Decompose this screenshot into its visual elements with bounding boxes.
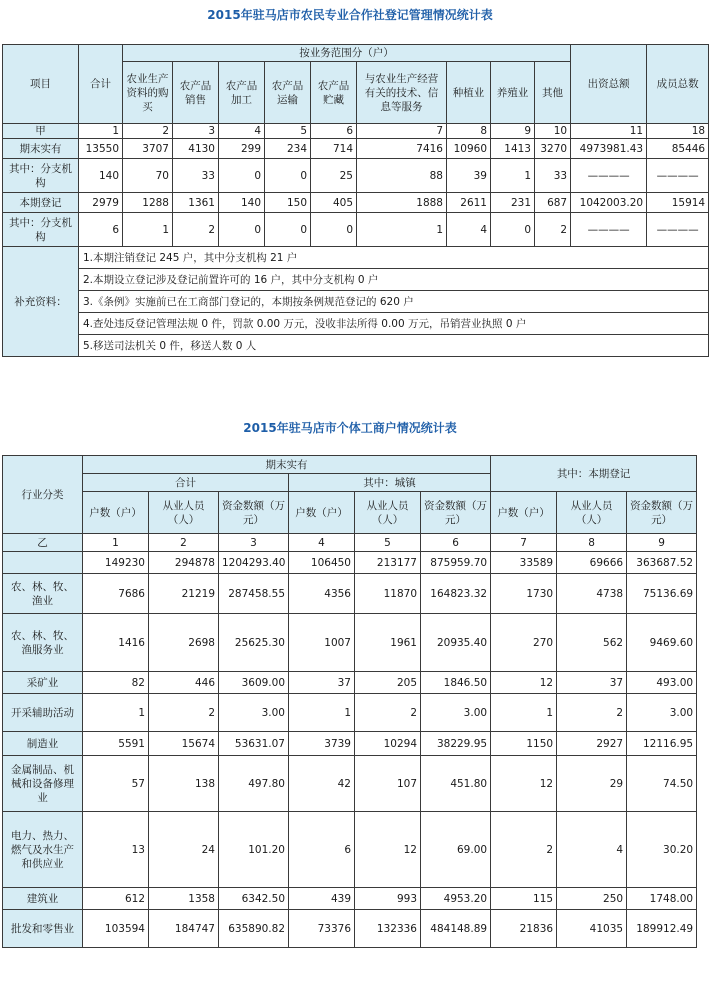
cell: 115: [491, 888, 557, 910]
cell: 2: [173, 213, 219, 247]
table-row: [3, 193, 709, 213]
cell: 6342.50: [219, 888, 289, 910]
cell: 189912.49: [627, 910, 697, 948]
cell: 1150: [491, 732, 557, 756]
cell: 82: [83, 672, 149, 694]
cell: 1961: [355, 614, 421, 672]
cell: 103594: [83, 910, 149, 948]
cell: 21219: [149, 574, 219, 614]
table-row: [3, 614, 697, 672]
cell: 12: [355, 812, 421, 888]
header-employees: 从业人员（人）: [557, 492, 627, 534]
cell: 5591: [83, 732, 149, 756]
cell: 484148.89: [421, 910, 491, 948]
index-cell: 10: [535, 124, 571, 139]
index-cell: 乙: [3, 534, 83, 552]
row-label: [3, 552, 83, 574]
cell: 1846.50: [421, 672, 491, 694]
cell: 1: [357, 213, 447, 247]
header-sub: 种植业: [447, 62, 491, 124]
cell: 0: [311, 213, 357, 247]
cell: 4: [557, 812, 627, 888]
cell: 0: [491, 213, 535, 247]
note-item: 3.《条例》实施前已在工商部门登记的，本期按条例规范登记的 620 户: [79, 291, 709, 313]
index-cell: 3: [219, 534, 289, 552]
row-label: 农、林、牧、渔业: [3, 574, 83, 614]
header-households: 户数（户）: [289, 492, 355, 534]
cell: 12: [491, 756, 557, 812]
header-total: 合计: [83, 474, 289, 492]
cell: 41035: [557, 910, 627, 948]
row-label: 农、林、牧、渔服务业: [3, 614, 83, 672]
cell: 635890.82: [219, 910, 289, 948]
cell: 4130: [173, 139, 219, 159]
row-label: 电力、热力、燃气及水生产和供应业: [3, 812, 83, 888]
cell: ————: [571, 159, 647, 193]
header-period-end: 期末实有: [83, 456, 491, 474]
cell: 714: [311, 139, 357, 159]
cell: 993: [355, 888, 421, 910]
cell: 205: [355, 672, 421, 694]
cell: 0: [265, 159, 311, 193]
cell: 2611: [447, 193, 491, 213]
cell: 184747: [149, 910, 219, 948]
notes-label: 补充资料：: [3, 247, 79, 357]
cell: 3739: [289, 732, 355, 756]
note-item: 5.移送司法机关 0 件，移送人数 0 人: [79, 335, 709, 357]
cell: 4973981.43: [571, 139, 647, 159]
note-item: 1.本期注销登记 245 户，其中分支机构 21 户: [79, 247, 709, 269]
cell: 25625.30: [219, 614, 289, 672]
cell: ————: [647, 159, 709, 193]
cell: 88: [357, 159, 447, 193]
table-row: [3, 694, 697, 732]
cell: 562: [557, 614, 627, 672]
index-cell: 1: [79, 124, 123, 139]
cell: 231: [491, 193, 535, 213]
cell: 875959.70: [421, 552, 491, 574]
table-row: [3, 159, 709, 193]
cell: ————: [647, 213, 709, 247]
cell: 1007: [289, 614, 355, 672]
cell: 69666: [557, 552, 627, 574]
cell: 13: [83, 812, 149, 888]
header-industry: 行业分类: [3, 456, 83, 534]
row-label: 本期登记: [3, 193, 79, 213]
index-cell: 3: [173, 124, 219, 139]
table-row: [3, 574, 697, 614]
cell: 2: [535, 213, 571, 247]
cell: 3707: [123, 139, 173, 159]
index-cell: 9: [627, 534, 697, 552]
cell: 612: [83, 888, 149, 910]
cell: 73376: [289, 910, 355, 948]
cell: 132336: [355, 910, 421, 948]
index-cell: 11: [571, 124, 647, 139]
cell: 270: [491, 614, 557, 672]
header-sub: 其他: [535, 62, 571, 124]
cell: 1042003.20: [571, 193, 647, 213]
cell: 687: [535, 193, 571, 213]
index-cell: 9: [491, 124, 535, 139]
cell: 1413: [491, 139, 535, 159]
cell: 250: [557, 888, 627, 910]
header-sub: 养殖业: [491, 62, 535, 124]
cell: 2698: [149, 614, 219, 672]
cell: 33: [173, 159, 219, 193]
cooperative-table: [2, 44, 709, 357]
row-label: 其中：分支机构: [3, 159, 79, 193]
cell: 4953.20: [421, 888, 491, 910]
header-sub: 农业生产资料的购买: [123, 62, 173, 124]
cell: 287458.55: [219, 574, 289, 614]
cell: 140: [219, 193, 265, 213]
header-members: 成员总数: [647, 45, 709, 124]
cell: 33589: [491, 552, 557, 574]
table-row: [3, 672, 697, 694]
cell: 70: [123, 159, 173, 193]
cell: 1358: [149, 888, 219, 910]
cell: 2: [149, 694, 219, 732]
cell: 85446: [647, 139, 709, 159]
table-row: [3, 139, 709, 159]
index-cell: 8: [557, 534, 627, 552]
index-cell: 1: [83, 534, 149, 552]
index-cell: 8: [447, 124, 491, 139]
cell: 53631.07: [219, 732, 289, 756]
table-row: [3, 552, 697, 574]
cell: 6: [79, 213, 123, 247]
cell: 497.80: [219, 756, 289, 812]
table-row: [3, 888, 697, 910]
cell: 21836: [491, 910, 557, 948]
cell: 2979: [79, 193, 123, 213]
index-cell: 6: [311, 124, 357, 139]
index-row: [3, 534, 697, 552]
index-cell: 4: [289, 534, 355, 552]
header-new-registration: 其中：本期登记: [491, 456, 697, 492]
cell: 451.80: [421, 756, 491, 812]
cell: 1888: [357, 193, 447, 213]
row-label: 批发和零售业: [3, 910, 83, 948]
cell: 2: [491, 812, 557, 888]
row-label: 采矿业: [3, 672, 83, 694]
table-row: [3, 732, 697, 756]
note-item: 2.本期设立登记涉及登记前置许可的 16 户，其中分支机构 0 户: [79, 269, 709, 291]
header-households: 户数（户）: [491, 492, 557, 534]
cell: 12: [491, 672, 557, 694]
index-cell: 甲: [3, 124, 79, 139]
cell: 1: [83, 694, 149, 732]
cell: 2: [355, 694, 421, 732]
note-row: [3, 313, 709, 335]
cell: 234: [265, 139, 311, 159]
header-capital: 资金数额（万元）: [627, 492, 697, 534]
cell: 164823.32: [421, 574, 491, 614]
note-row: [3, 335, 709, 357]
header-scope-group: 按业务范围分（户）: [123, 45, 571, 62]
cell: 2: [557, 694, 627, 732]
cell: 140: [79, 159, 123, 193]
row-label: 开采辅助活动: [3, 694, 83, 732]
cell: 12116.95: [627, 732, 697, 756]
index-cell: 2: [123, 124, 173, 139]
index-row: [3, 124, 709, 139]
cell: 6: [289, 812, 355, 888]
cell: 42: [289, 756, 355, 812]
cell: 7416: [357, 139, 447, 159]
header-capital: 资金数额（万元）: [219, 492, 289, 534]
cell: 1730: [491, 574, 557, 614]
index-cell: 7: [491, 534, 557, 552]
cell: 69.00: [421, 812, 491, 888]
header-capital: 资金数额（万元）: [421, 492, 491, 534]
index-cell: 2: [149, 534, 219, 552]
header-sub: 农产品贮藏: [311, 62, 357, 124]
cell: 101.20: [219, 812, 289, 888]
row-label: 其中：分支机构: [3, 213, 79, 247]
index-cell: 5: [265, 124, 311, 139]
cell: 11870: [355, 574, 421, 614]
cell: 0: [265, 213, 311, 247]
header-sub: 与农业生产经营有关的技术、信息等服务: [357, 62, 447, 124]
cell: 29: [557, 756, 627, 812]
header-sub: 农产品销售: [173, 62, 219, 124]
cell: 4738: [557, 574, 627, 614]
cell: 363687.52: [627, 552, 697, 574]
cell: 0: [219, 159, 265, 193]
index-cell: 5: [355, 534, 421, 552]
cell: 25: [311, 159, 357, 193]
cell: 138: [149, 756, 219, 812]
cell: 30.20: [627, 812, 697, 888]
header-total: 合计: [79, 45, 123, 124]
row-label: 制造业: [3, 732, 83, 756]
table-row: [3, 213, 709, 247]
cell: 7686: [83, 574, 149, 614]
cell: 0: [219, 213, 265, 247]
table-row: [3, 910, 697, 948]
cell: 2927: [557, 732, 627, 756]
cell: ————: [571, 213, 647, 247]
table-row: [3, 812, 697, 888]
table1-title: 2015年驻马店市农民专业合作社登记管理情况统计表: [207, 8, 493, 22]
cell: 3270: [535, 139, 571, 159]
cell: 493.00: [627, 672, 697, 694]
cell: 3.00: [421, 694, 491, 732]
note-row: [3, 269, 709, 291]
header-sub: 农产品运输: [265, 62, 311, 124]
individual-business-table: [2, 455, 697, 948]
cell: 33: [535, 159, 571, 193]
index-cell: 7: [357, 124, 447, 139]
header-urban: 其中：城镇: [289, 474, 491, 492]
cell: 405: [311, 193, 357, 213]
cell: 37: [289, 672, 355, 694]
cell: 299: [219, 139, 265, 159]
row-label: 期末实有: [3, 139, 79, 159]
header-employees: 从业人员（人）: [355, 492, 421, 534]
row-label: 建筑业: [3, 888, 83, 910]
cell: 10960: [447, 139, 491, 159]
note-row: [3, 291, 709, 313]
note-row: [3, 247, 709, 269]
cell: 1: [491, 159, 535, 193]
cell: 20935.40: [421, 614, 491, 672]
header-item: 项目: [3, 45, 79, 124]
header-capital: 出资总额: [571, 45, 647, 124]
cell: 1: [123, 213, 173, 247]
header-sub: 农产品加工: [219, 62, 265, 124]
cell: 24: [149, 812, 219, 888]
row-label: 金属制品、机械和设备修理业: [3, 756, 83, 812]
cell: 3609.00: [219, 672, 289, 694]
cell: 149230: [83, 552, 149, 574]
note-item: 4.查处违反登记管理法规 0 件，罚款 0.00 万元，没收非法所得 0.00 万元，吊销营业执照 0 户: [79, 313, 709, 335]
cell: 13550: [79, 139, 123, 159]
index-cell: 6: [421, 534, 491, 552]
index-cell: 4: [219, 124, 265, 139]
cell: 1288: [123, 193, 173, 213]
cell: 150: [265, 193, 311, 213]
header-employees: 从业人员（人）: [149, 492, 219, 534]
cell: 446: [149, 672, 219, 694]
cell: 9469.60: [627, 614, 697, 672]
cell: 1: [289, 694, 355, 732]
cell: 294878: [149, 552, 219, 574]
cell: 4356: [289, 574, 355, 614]
cell: 1204293.40: [219, 552, 289, 574]
cell: 1: [491, 694, 557, 732]
header-households: 户数（户）: [83, 492, 149, 534]
cell: 10294: [355, 732, 421, 756]
cell: 37: [557, 672, 627, 694]
cell: 439: [289, 888, 355, 910]
cell: 4: [447, 213, 491, 247]
cell: 15674: [149, 732, 219, 756]
cell: 57: [83, 756, 149, 812]
cell: 15914: [647, 193, 709, 213]
cell: 1416: [83, 614, 149, 672]
cell: 3.00: [627, 694, 697, 732]
cell: 39: [447, 159, 491, 193]
cell: 75136.69: [627, 574, 697, 614]
cell: 3.00: [219, 694, 289, 732]
cell: 1748.00: [627, 888, 697, 910]
cell: 213177: [355, 552, 421, 574]
table2-title: 2015年驻马店市个体工商户情况统计表: [243, 421, 457, 435]
cell: 1361: [173, 193, 219, 213]
table-row: [3, 756, 697, 812]
cell: 38229.95: [421, 732, 491, 756]
cell: 106450: [289, 552, 355, 574]
cell: 74.50: [627, 756, 697, 812]
cell: 107: [355, 756, 421, 812]
index-cell: 18: [647, 124, 709, 139]
